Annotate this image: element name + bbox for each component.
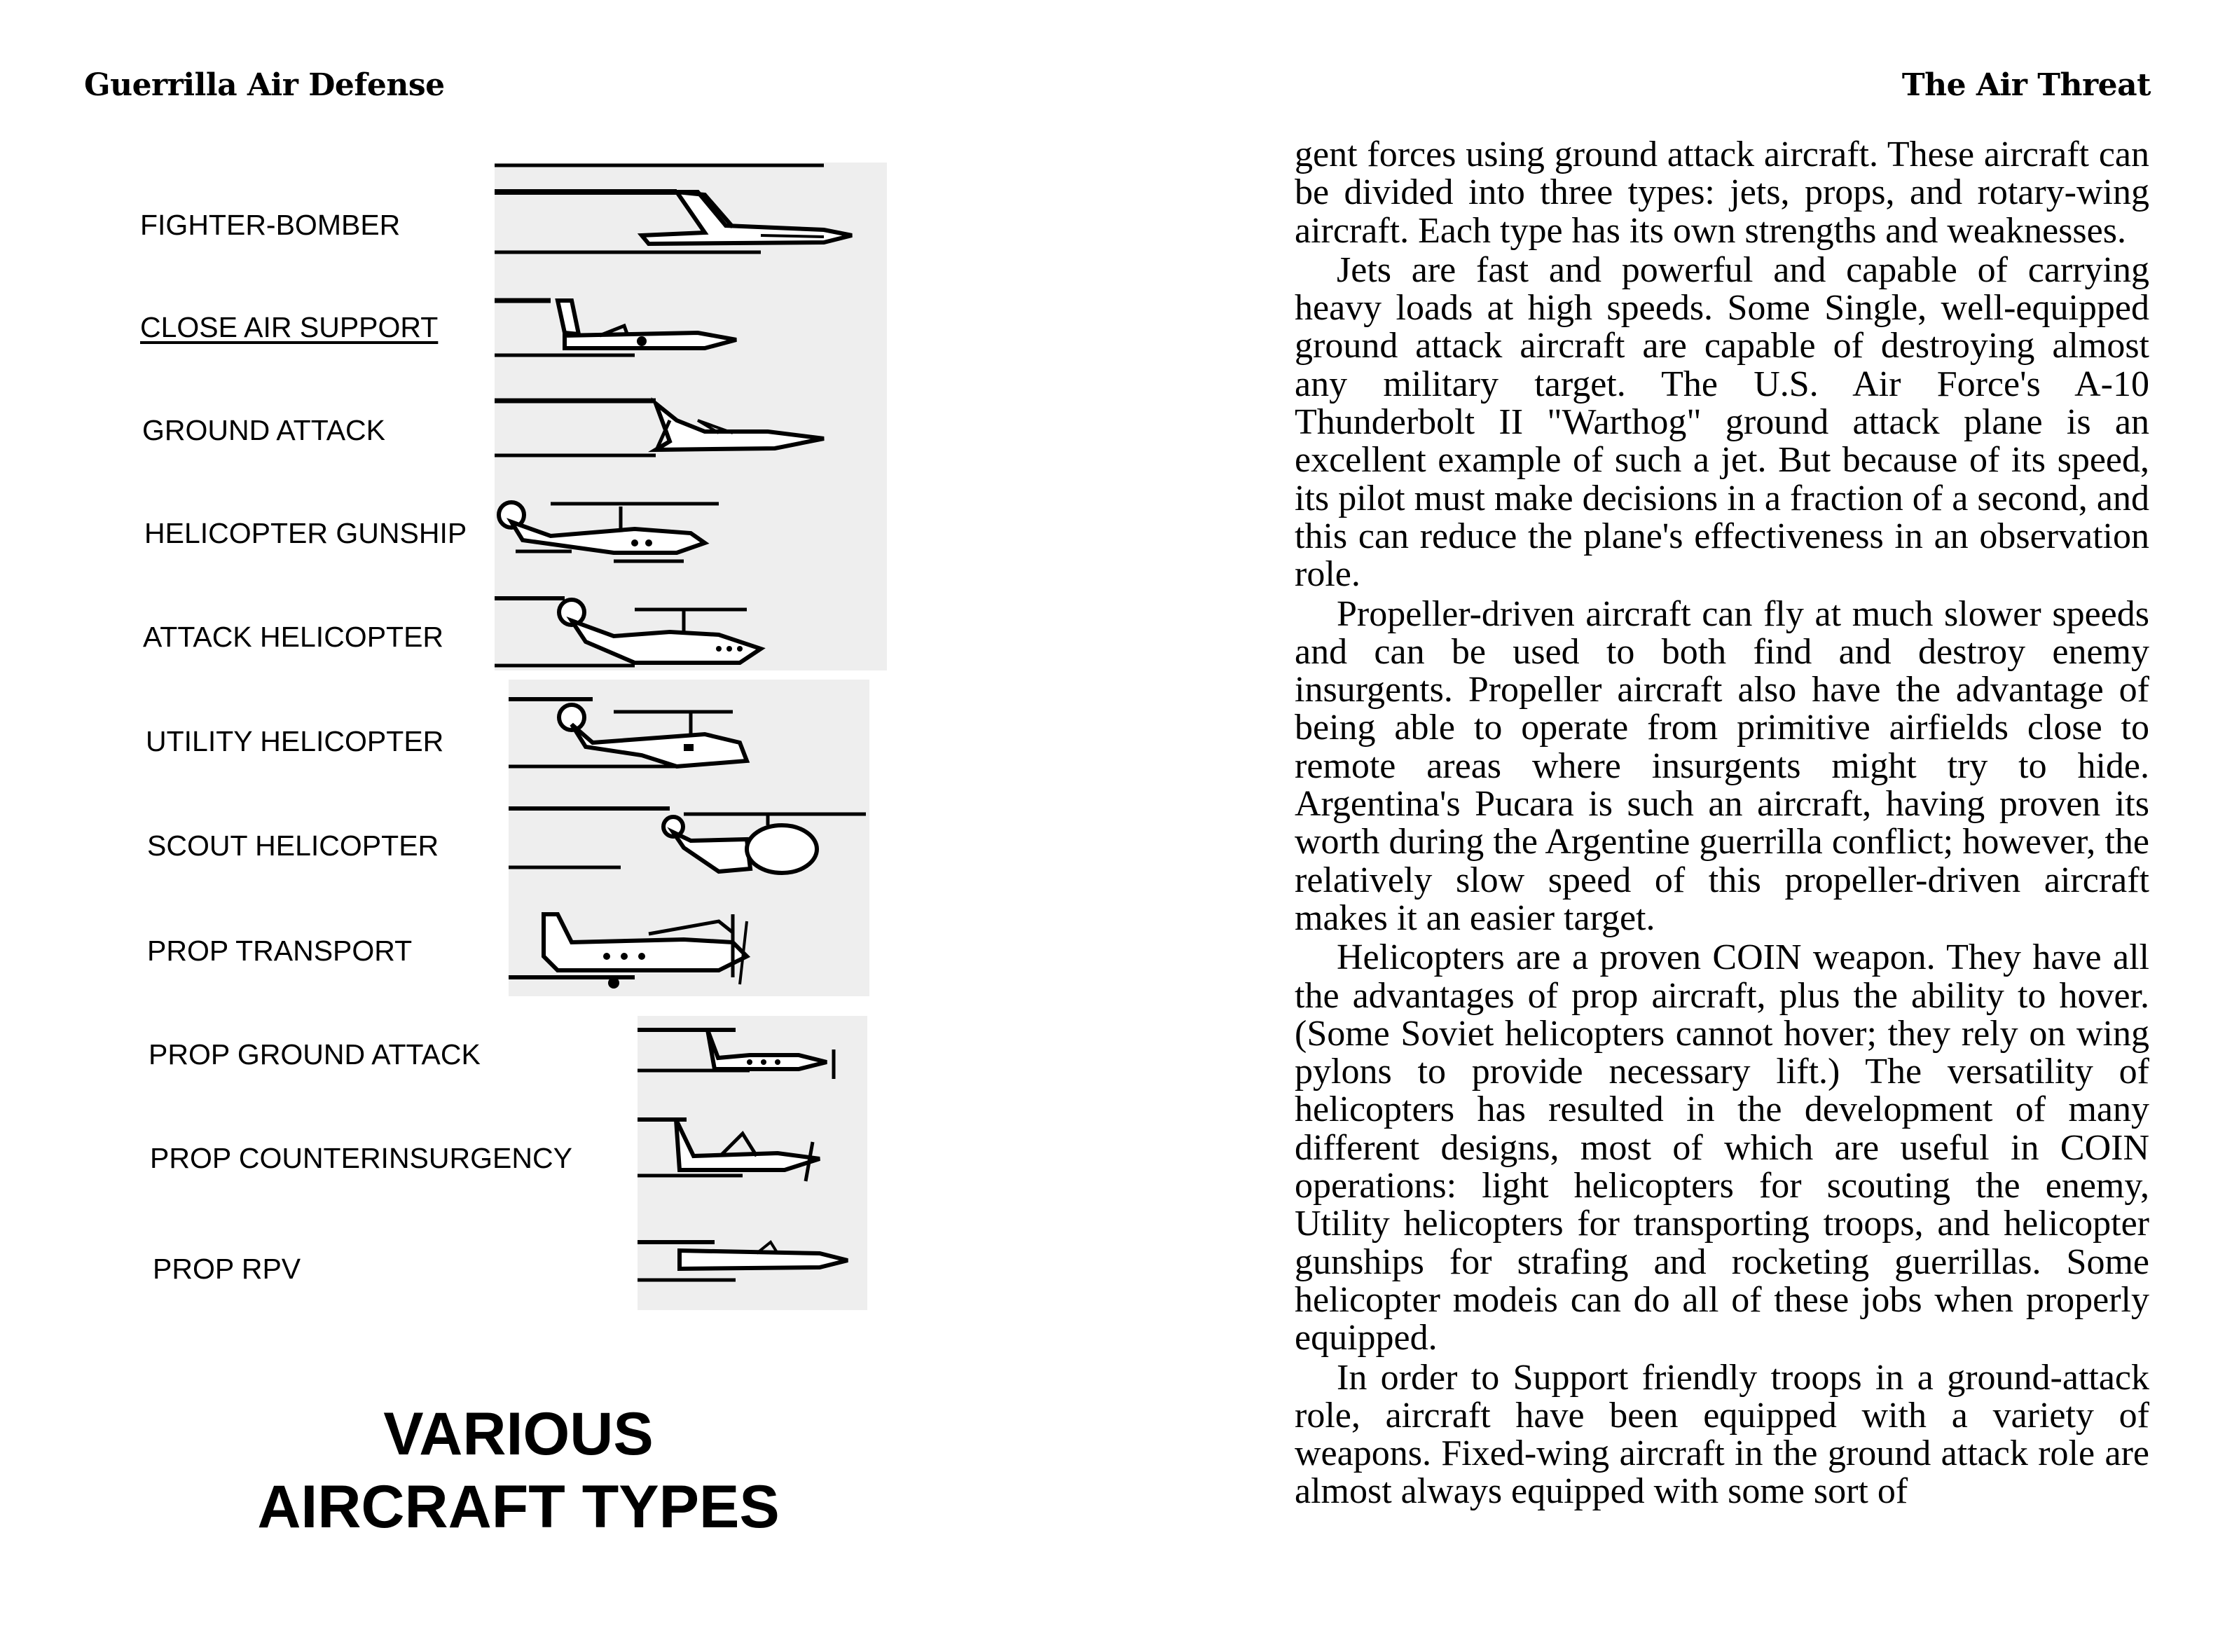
attack-helicopter-icon [495,593,887,677]
caption-line-2: AIRCRAFT TYPES [257,1473,780,1541]
label-close-air-support: CLOSE AIR SUPPORT [140,311,439,343]
paragraph: Jets are fast and powerful and capable of carrying heavy loads at high speeds. Some Single, well-equipped ground attack aircraft are capable of destroying almost any military target. The U.S. Air Force's A-10 Thunderbolt II "Warthog" ground attack plane is an excellent example of such a jet. But because of its speed, its pilot must make decisions in a fraction of a second, and this can reduce the plane's effectiveness in an observation role. [1295,249,2149,595]
jet-close-air-support-icon [495,291,887,375]
label-ground-attack: GROUND ATTACK [142,414,385,446]
label-utility-helicopter: UTILITY HELICOPTER [146,725,444,757]
label-prop-rpv: PROP RPV [153,1253,301,1285]
prop-transport-icon [509,900,869,998]
utility-helicopter-icon [509,694,869,778]
label-helicopter-gunship: HELICOPTER GUNSHIP [144,517,467,549]
helicopter-gunship-icon [495,494,887,571]
left-running-head: Guerrilla Air Defense [84,67,445,103]
prop-rpv-icon [638,1230,867,1293]
right-running-head: The Air Threat [1901,67,2151,103]
paragraph: In order to Support friendly troops in a ground-attack role, aircraft have been equipped with a variety of weapons. Fixed-wing aircraft in the ground attack role are almost always equipped with some sort of [1295,1357,2149,1512]
label-fighter-bomber: FIGHTER-BOMBER [140,209,401,241]
jet-fighter-bomber-icon [495,163,887,261]
paragraph: Propeller-driven aircraft can fly at much slower speeds and can be used to both find and destroy enemy insurgents. Propeller aircraft also have the advantage of being able to operate from primitive airfields close to remote areas where insurgents might try to hide. Argentina's Pucara is such an aircraft, having proven its worth during the Argentine guerrilla conflict; however, the relatively slow speed of this propeller-driven aircraft makes it an easier target. [1295,593,2149,938]
right-page [1120,0,2239,1652]
scout-helicopter-icon [509,799,869,883]
caption-line-1: VARIOUS [383,1400,654,1468]
prop-counterinsurgency-icon [638,1114,867,1191]
body-text [1295,136,2149,1511]
label-attack-helicopter: ATTACK HELICOPTER [143,621,444,653]
label-prop-ground-attack: PROP GROUND ATTACK [149,1038,481,1071]
paragraph: gent forces using ground attack aircraft. These aircraft can be divided into three types: jets, props, and rotary-wing aircraft. Each type has its own strengths and weaknesses. [1295,135,2149,251]
label-prop-transport: PROP TRANSPORT [147,935,413,967]
prop-ground-attack-icon [638,1023,867,1086]
jet-ground-attack-icon [495,392,887,469]
figure-caption [252,1398,785,1543]
paragraph: Helicopters are a proven COIN weapon. They have all the advantages of prop aircraft, plus the ability to hover. (Some Soviet helicopters cannot hover; they rely on wing pylons to provide necessary lift.) The versatility of helicopters has resulted in the development of many different designs, most of which are useful in COIN operations: light helicopters for scouting the enemy, Utility helicopters for transporting troops, and helicopter gunships for strafing and rocketing guerrillas. Some helicopter modeis can do all of these jobs when properly equipped. [1295,937,2149,1358]
label-scout-helicopter: SCOUT HELICOPTER [147,830,439,862]
label-prop-counterinsurgency: PROP COUNTERINSURGENCY [150,1142,572,1174]
